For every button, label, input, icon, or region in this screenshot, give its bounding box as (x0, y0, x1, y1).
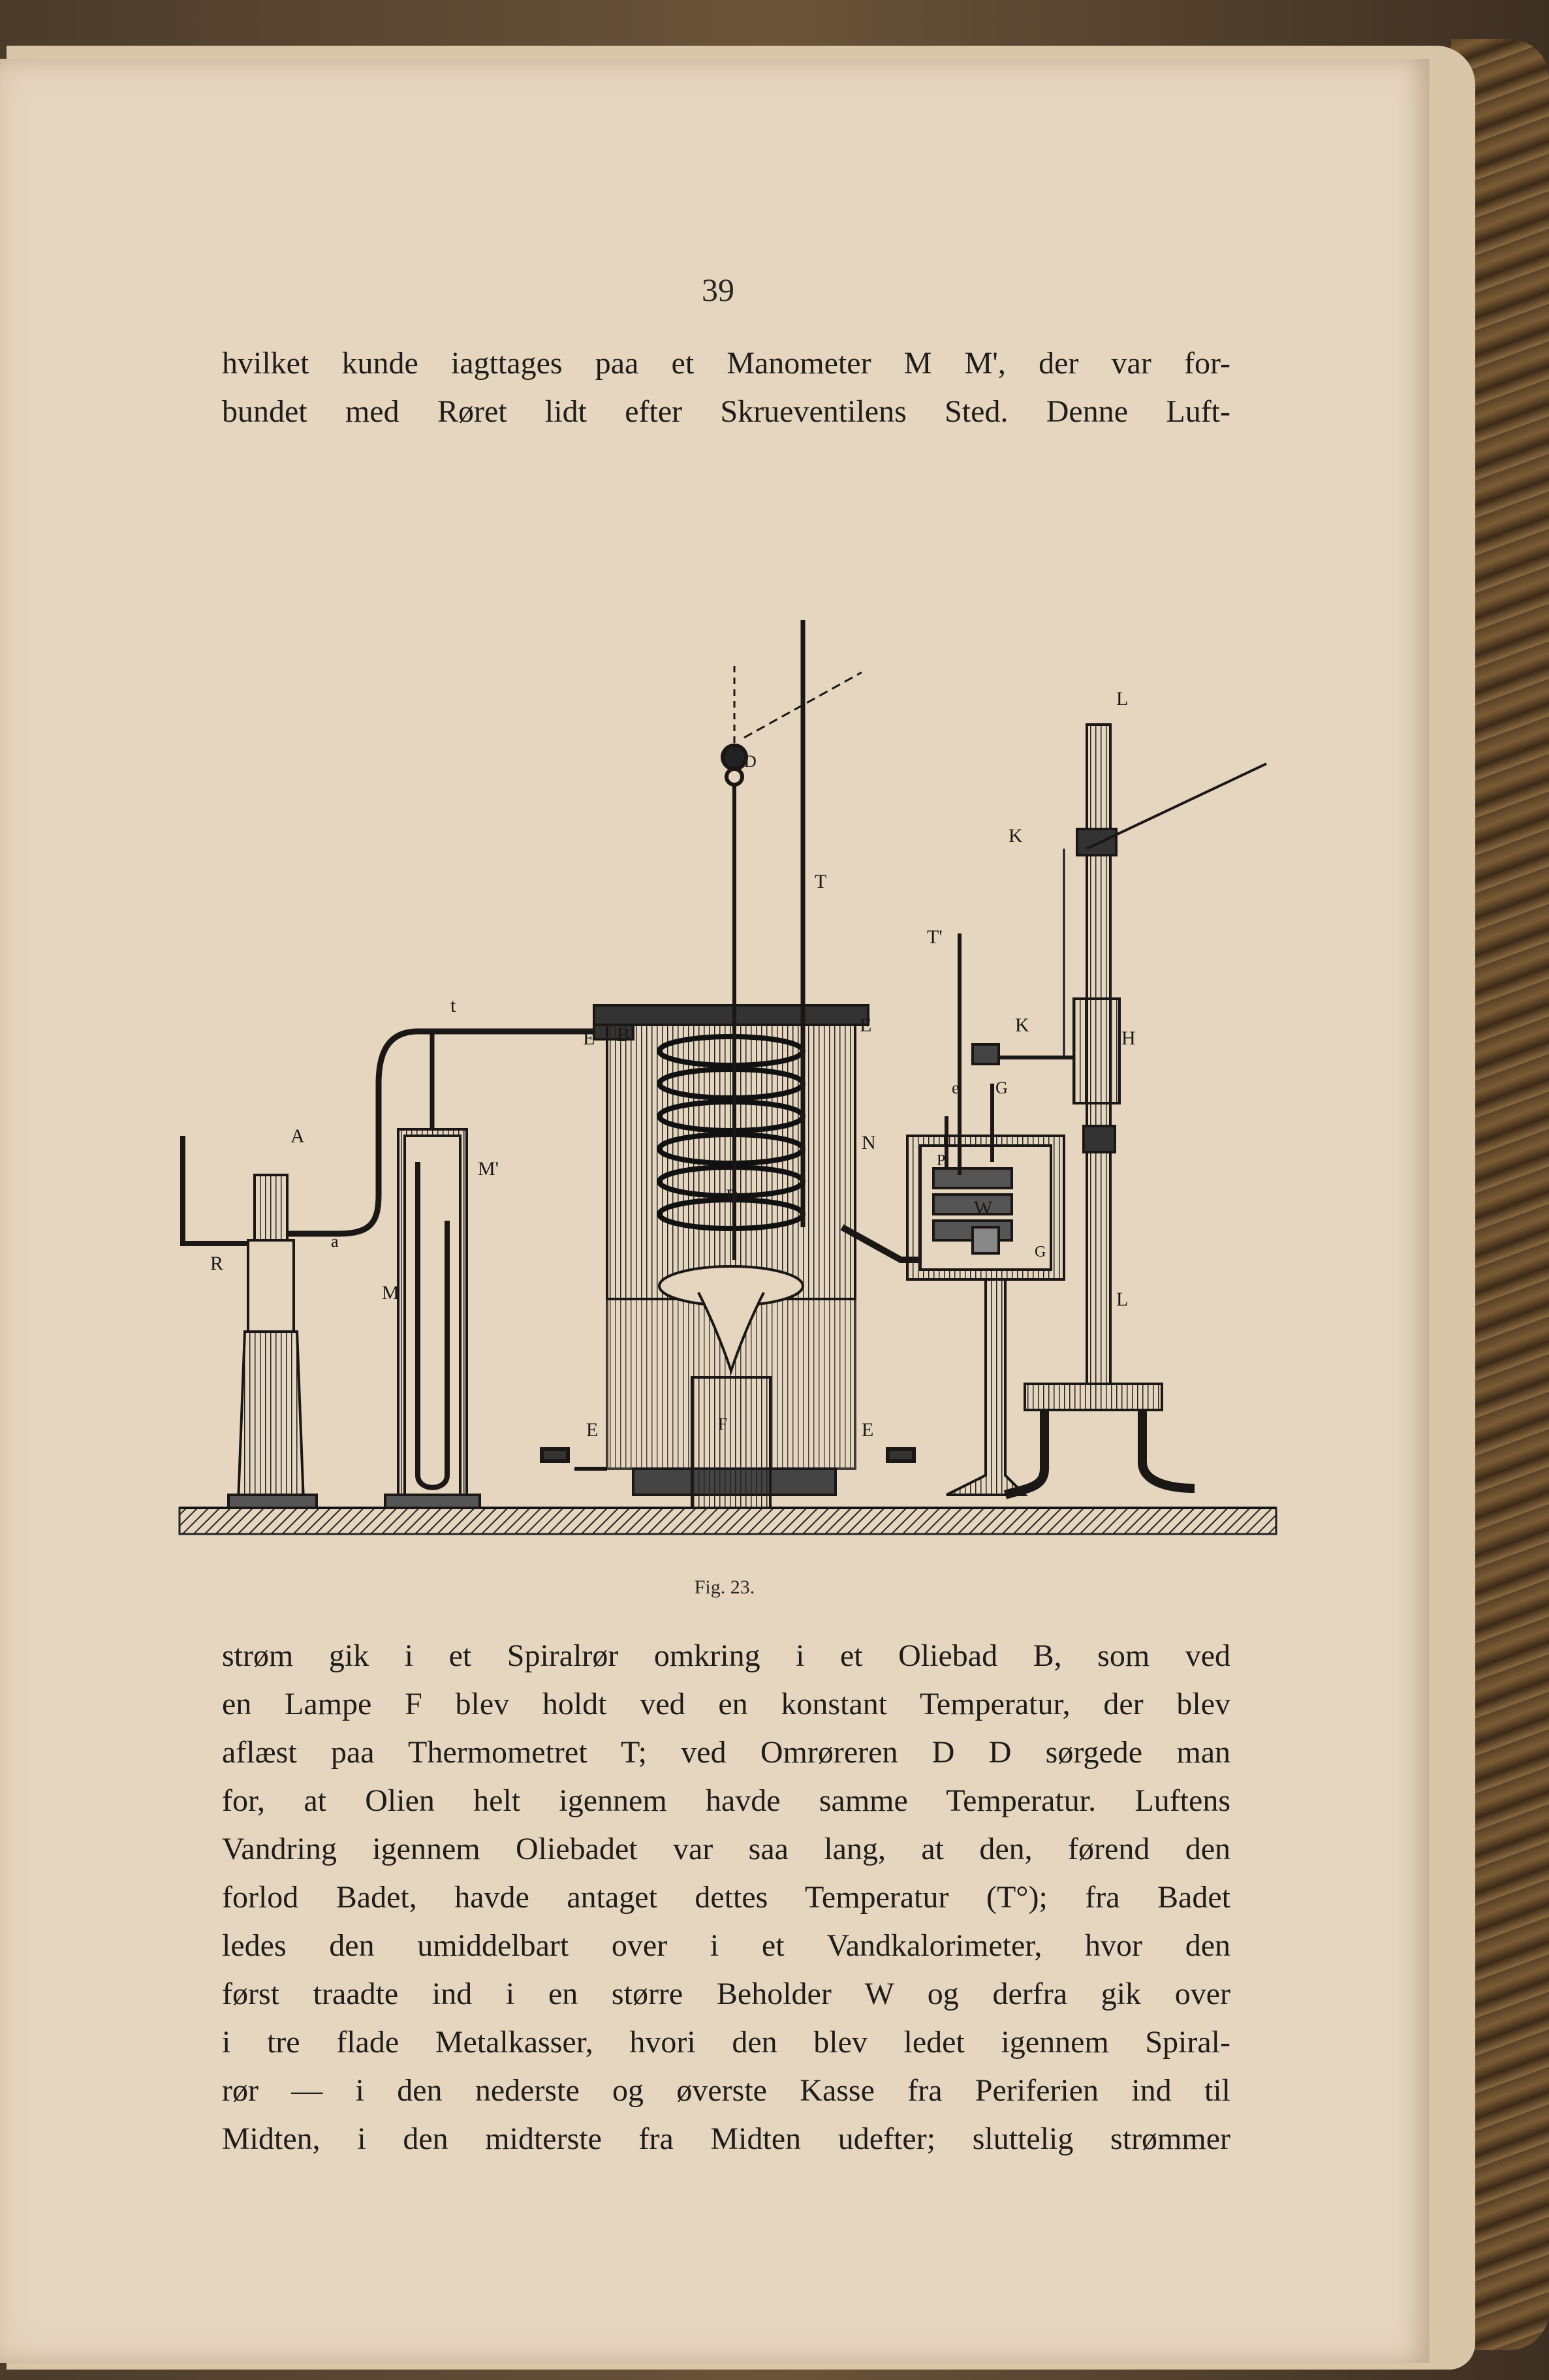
text-line: forlod Badet, havde antaget dettes Temperatur (T°); fra Badet (222, 1880, 1230, 1915)
label-E-top-left: E (583, 1027, 595, 1049)
figure-caption: Fig. 23. (694, 1576, 755, 1598)
label-F: F (718, 1415, 728, 1433)
label-A: A (290, 1125, 305, 1147)
label-E-bottom-right: E (862, 1419, 874, 1441)
apparatus-figure (176, 509, 1279, 1567)
text-line: hvilket kunde iagttages paa et Manometer M M', der var for- (222, 346, 1230, 381)
text-line: aflæst paa Thermometret T; ved Omrøreren D D sørgede man (222, 1735, 1230, 1770)
label-D-top: D (744, 752, 757, 771)
text-line: Midten, i den midterste fra Midten udefter; sluttelig strømmer (222, 2122, 1230, 2156)
label-M: M (382, 1282, 399, 1304)
label-W: W (974, 1197, 993, 1219)
label-D-mid: D (726, 1186, 738, 1205)
label-L-top: L (1116, 688, 1129, 710)
label-E-top-right: E (860, 1014, 872, 1036)
text-line: i tre flade Metalkasser, hvori den blev ledet igennem Spiral- (222, 2025, 1230, 2059)
text-line: rør — i den nederste og øverste Kasse fra Periferien ind til (222, 2073, 1230, 2108)
label-M-prime: M' (478, 1158, 499, 1180)
text-line: først traadte ind i en større Beholder W og derfra gik over (222, 1977, 1230, 2011)
label-T-prime: T' (927, 926, 943, 948)
book-page (0, 59, 1430, 2363)
label-G-small: G (995, 1078, 1008, 1097)
label-t: t (450, 995, 456, 1016)
label-E-bottom-left: E (586, 1419, 599, 1441)
label-K-top: K (1009, 825, 1023, 847)
text-line: for, at Olien helt igennem havde samme Temperatur. Luftens (222, 1783, 1230, 1818)
text-line: Vandring igennem Oliebadet var saa lang, at den, førend den (222, 1832, 1230, 1866)
paragraph-bottom (222, 1632, 1230, 2163)
paragraph-top (222, 339, 1230, 436)
label-T: T (815, 871, 827, 892)
label-B: B (617, 1024, 631, 1046)
label-H: H (1121, 1027, 1136, 1049)
label-N: N (862, 1132, 876, 1153)
label-G-right: G (1035, 1244, 1046, 1260)
label-e: e (952, 1078, 960, 1097)
text-line: bundet med Røret lidt efter Skrueventilens Sted. Denne Luft- (222, 394, 1230, 429)
page-number: 39 (702, 272, 734, 308)
label-L-bottom: L (1116, 1289, 1129, 1310)
text-line: strøm gik i et Spiralrør omkring i et Oliebad B, som ved (222, 1638, 1230, 1673)
text-line: en Lampe F blev holdt ved en konstant Temperatur, der blev (222, 1687, 1230, 1721)
label-P: P (937, 1152, 946, 1169)
label-a: a (331, 1232, 339, 1251)
label-K-mid: K (1015, 1014, 1029, 1036)
text-line: ledes den umiddelbart over i et Vandkalorimeter, hvor den (222, 1928, 1230, 1963)
label-R: R (210, 1253, 224, 1274)
